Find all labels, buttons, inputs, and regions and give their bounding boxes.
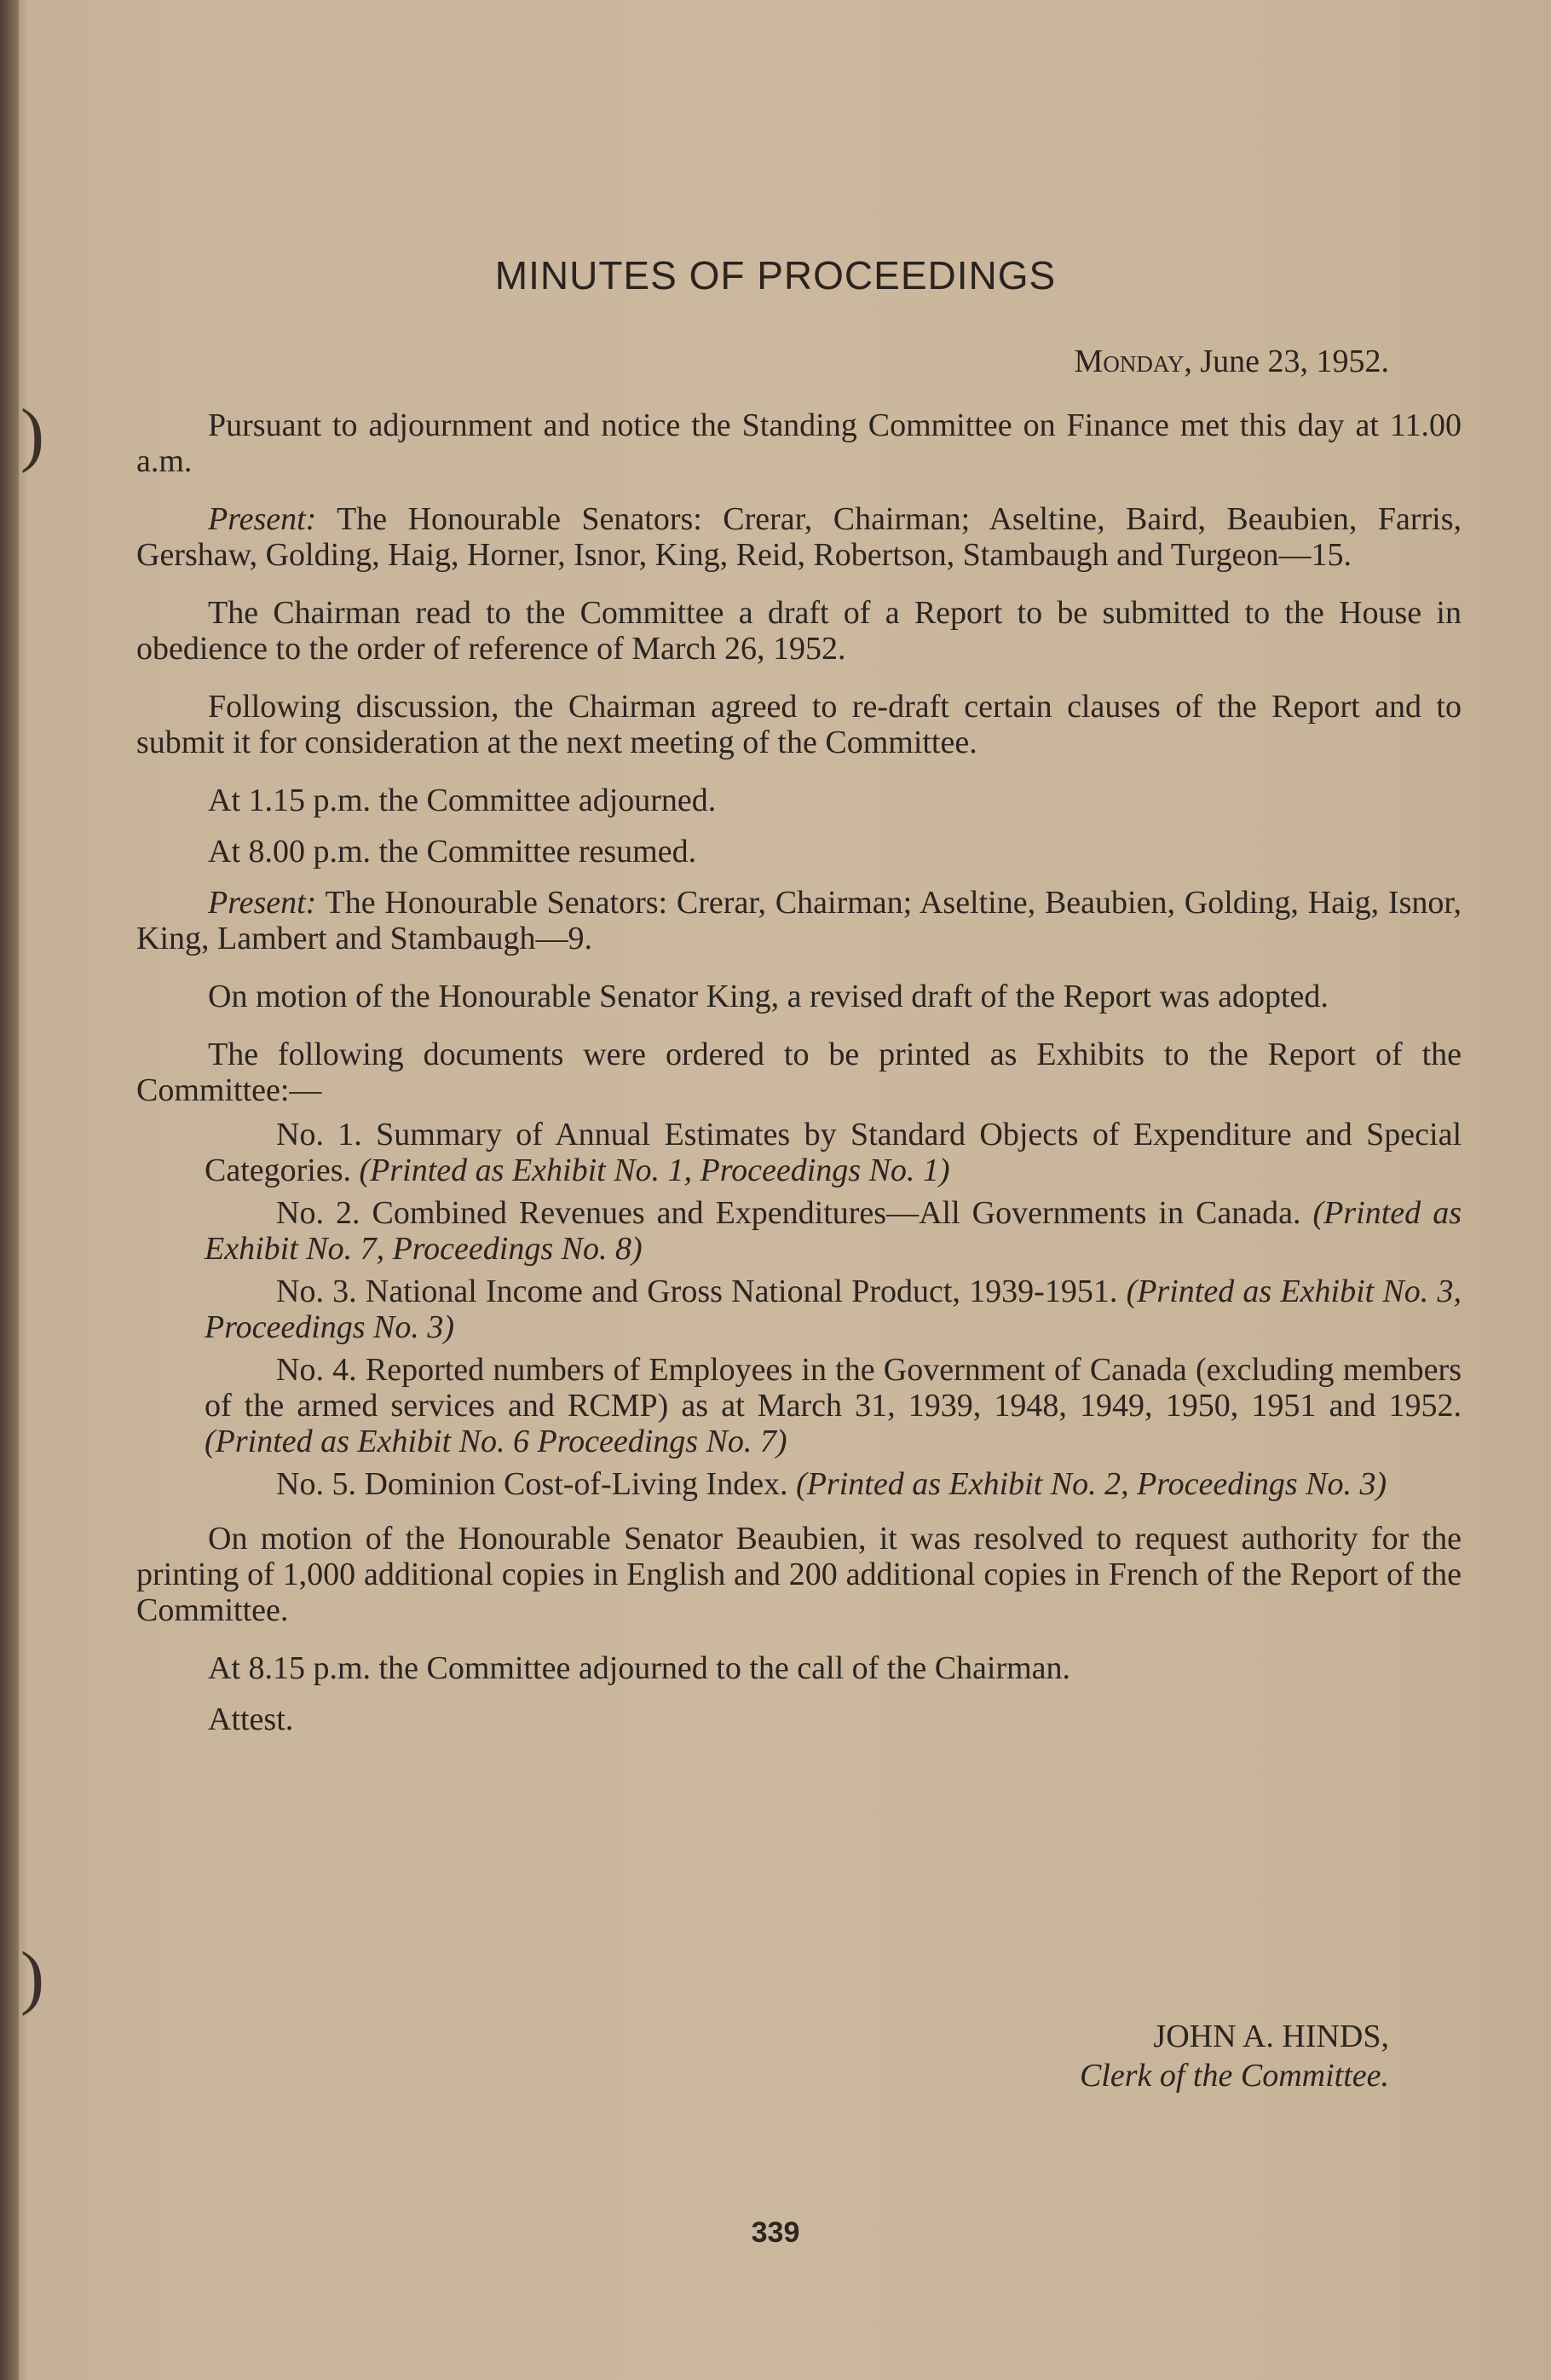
signature-block bbox=[1080, 2017, 1389, 2095]
paragraph-documents-intro: The following documents were ordered to be printed as Exhibits to the Report of the Committee:— bbox=[136, 1037, 1462, 1108]
binding-hole-mark: ) bbox=[20, 395, 44, 474]
paragraph-motion-king: On motion of the Honourable Senator King, a revised draft of the Report was adopted. bbox=[208, 979, 1329, 1014]
paragraph-adjourned: At 1.15 p.m. the Committee adjourned. bbox=[208, 783, 717, 818]
paragraph-discussion: Following discussion, the Chairman agreed to re-draft certain clauses of the Report and to submit it for consideration at the next meeting of the Committee. bbox=[136, 689, 1462, 760]
clerk-role: Clerk of the Committee. bbox=[1079, 2058, 1389, 2094]
clerk-name: JOHN A. HINDS, bbox=[1153, 2019, 1389, 2054]
page-number: 339 bbox=[751, 2216, 800, 2249]
present-list: The Honourable Senators: Crerar, Chairman; Aseltine, Baird, Beaubien, Farris, Gershaw, Golding, Haig, Horner, Isnor, King, Reid, Robertson, Stambaugh and Turgeon—15. bbox=[136, 501, 1462, 573]
paragraph-opening: Pursuant to adjournment and notice the Standing Committee on Finance met this day at 11.00 a.m. bbox=[136, 407, 1462, 479]
present-label: Present: bbox=[208, 501, 317, 537]
dateline-date: June 23, 1952. bbox=[1200, 344, 1389, 379]
page-title: MINUTES OF PROCEEDINGS bbox=[494, 253, 1057, 298]
exhibit-item: No. 2. Combined Revenues and Expenditures—All Governments in Canada. (Printed as Exhibit No. 7, Proceedings No. 8) bbox=[205, 1195, 1462, 1267]
present-list: The Honourable Senators: Crerar, Chairman; Aseltine, Beaubien, Golding, Haig, Isnor, King, Lambert and Stambaugh—9. bbox=[136, 885, 1462, 956]
minutes-body bbox=[136, 407, 1462, 1759]
exhibit-item: No. 3. National Income and Gross National Product, 1939-1951. (Printed as Exhibit No. 3, Proceedings No. 3) bbox=[205, 1274, 1462, 1345]
exhibit-item: No. 4. Reported numbers of Employees in the Government of Canada (excluding members of the armed services and RCMP) as at March 31, 1939, 1948, 1949, 1950, 1951 and 1952. (Printed as Exhibit No. 6 Proceedings No. 7) bbox=[205, 1352, 1462, 1459]
exhibit-item: No. 5. Dominion Cost-of-Living Index. (Printed as Exhibit No. 2, Proceedings No. 3) bbox=[276, 1466, 1387, 1502]
paragraph-present-morning bbox=[136, 501, 1462, 573]
attest-text: Attest. bbox=[208, 1701, 294, 1737]
paragraph-present-evening bbox=[136, 885, 1462, 956]
dateline bbox=[1075, 343, 1389, 380]
binding-hole-mark: ) bbox=[20, 1938, 44, 2017]
paragraph-draft-report: The Chairman read to the Committee a draft of a Report to be submitted to the House in obedience to the order of reference of March 26, 1952. bbox=[136, 595, 1462, 667]
paragraph-motion-beaubien: On motion of the Honourable Senator Beaubien, it was resolved to request authority for the printing of 1,000 additional copies in English and 200 additional copies in French of the Report of the Committee. bbox=[136, 1521, 1462, 1628]
book-gutter bbox=[0, 0, 19, 2380]
paragraph-resumed: At 8.00 p.m. the Committee resumed. bbox=[208, 834, 697, 869]
present-label: Present: bbox=[208, 885, 317, 921]
paragraph-final-adjournment: At 8.15 p.m. the Committee adjourned to the call of the Chairman. bbox=[208, 1650, 1071, 1686]
exhibit-item: No. 1. Summary of Annual Estimates by Standard Objects of Expenditure and Special Categories. (Printed as Exhibit No. 1, Proceedings No. 1) bbox=[205, 1117, 1462, 1188]
dateline-day: Monday, bbox=[1074, 344, 1192, 379]
